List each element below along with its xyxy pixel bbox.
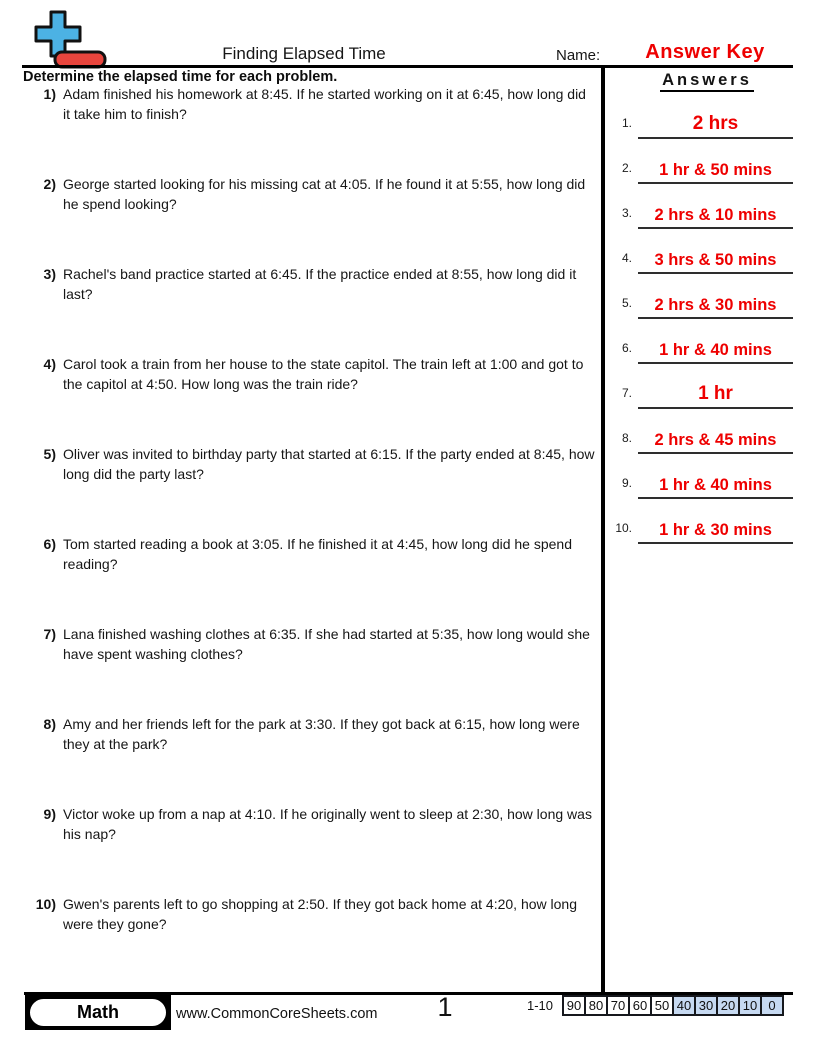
answers-heading-label: Answers xyxy=(660,71,754,92)
problem-row xyxy=(24,175,596,265)
answer-value: 3 hrs & 50 mins xyxy=(638,251,793,274)
answer-value: 1 hr & 40 mins xyxy=(638,476,793,499)
answer-row xyxy=(604,184,793,229)
problem-number: 8) xyxy=(43,716,56,732)
score-grid xyxy=(564,995,784,1016)
score-box: 70 xyxy=(606,995,630,1016)
problem-text: Carol took a train from her house to the state capitol. The train left at 1:00 and got to the capitol at 4:50. How long was the train ride? xyxy=(63,356,584,392)
problem-number: 2) xyxy=(43,176,56,192)
problem-number: 4) xyxy=(43,356,56,372)
problem-text: Adam finished his homework at 8:45. If he started working on it at 6:45, how long did it take him to finish? xyxy=(63,86,586,122)
answer-row xyxy=(604,94,793,139)
score-box: 0 xyxy=(760,995,784,1016)
score-box: 60 xyxy=(628,995,652,1016)
answer-number: 6. xyxy=(621,341,632,355)
name-label: Name: xyxy=(556,47,601,64)
problem-row xyxy=(24,265,596,355)
score-box: 80 xyxy=(584,995,608,1016)
answer-value: 1 hr xyxy=(638,383,793,409)
problem-number: 7) xyxy=(43,626,56,642)
answer-row xyxy=(604,364,793,409)
answer-number: 8. xyxy=(621,431,632,445)
answer-value: 1 hr & 30 mins xyxy=(638,521,793,544)
score-box: 20 xyxy=(716,995,740,1016)
subject-badge xyxy=(25,994,171,1030)
problem-row xyxy=(24,895,596,985)
page-number: 1 xyxy=(437,992,453,1022)
answer-number: 3. xyxy=(621,206,632,220)
score-range-label: 1-10 xyxy=(527,998,554,1013)
answer-value: 2 hrs xyxy=(638,113,793,139)
answer-row xyxy=(604,319,793,364)
answer-value: 1 hr & 40 mins xyxy=(638,341,793,364)
problem-row xyxy=(24,535,596,625)
score-box: 10 xyxy=(738,995,762,1016)
answer-row xyxy=(604,499,793,544)
problem-text: Gwen's parents left to go shopping at 2:50. If they got back home at 4:20, how long were they gone? xyxy=(63,896,578,932)
score-box: 30 xyxy=(694,995,718,1016)
answer-value: 2 hrs & 45 mins xyxy=(638,431,793,454)
subject-label: Math xyxy=(30,999,166,1026)
answer-value: 2 hrs & 30 mins xyxy=(638,296,793,319)
answer-row xyxy=(604,274,793,319)
problem-number: 5) xyxy=(43,446,56,462)
problem-number: 10) xyxy=(35,896,56,912)
problem-row xyxy=(24,85,596,175)
answer-number: 2. xyxy=(621,161,632,175)
answer-key-text: Answer Key xyxy=(645,41,765,63)
instructions: Determine the elapsed time for each problem. xyxy=(23,69,338,85)
score-box: 90 xyxy=(562,995,586,1016)
problem-number: 3) xyxy=(43,266,56,282)
answer-number: 10. xyxy=(615,521,632,535)
problem-number: 9) xyxy=(43,806,56,822)
answer-number: 1. xyxy=(621,116,632,130)
problems-list xyxy=(24,85,596,985)
score-box: 40 xyxy=(672,995,696,1016)
answer-row xyxy=(604,454,793,499)
problem-row xyxy=(24,715,596,805)
header-rule xyxy=(22,65,793,68)
answer-number: 4. xyxy=(621,251,632,265)
answer-value: 2 hrs & 10 mins xyxy=(638,206,793,229)
answers-list xyxy=(604,94,793,544)
website-text: www.CommonCoreSheets.com xyxy=(176,1006,378,1022)
answer-number: 5. xyxy=(621,296,632,310)
problem-number: 1) xyxy=(43,86,56,102)
problem-text: Tom started reading a book at 3:05. If he finished it at 4:45, how long did he spend reading? xyxy=(63,536,573,572)
problem-text: George started looking for his missing cat at 4:05. If he found it at 5:55, how long did he spend looking? xyxy=(63,176,586,212)
problem-text: Amy and her friends left for the park at 3:30. If they got back at 6:15, how long were they at the park? xyxy=(63,716,580,752)
problem-row xyxy=(24,625,596,715)
problem-text: Rachel's band practice started at 6:45. If the practice ended at 8:55, how long did it last? xyxy=(63,266,577,302)
answer-number: 9. xyxy=(621,476,632,490)
answer-value: 1 hr & 50 mins xyxy=(638,161,793,184)
score-box: 50 xyxy=(650,995,674,1016)
problem-text: Victor woke up from a nap at 4:10. If he originally went to sleep at 2:30, how long was his nap? xyxy=(63,806,592,842)
problem-row xyxy=(24,355,596,445)
problem-row xyxy=(24,805,596,895)
answer-number: 7. xyxy=(621,386,632,400)
problem-number: 6) xyxy=(43,536,56,552)
answers-heading xyxy=(607,71,807,90)
page-title: Finding Elapsed Time xyxy=(222,44,386,63)
answer-row xyxy=(604,229,793,274)
answer-row xyxy=(604,409,793,454)
problem-text: Oliver was invited to birthday party that started at 6:15. If the party ended at 8:45, how long did the party last? xyxy=(63,446,595,482)
answer-row xyxy=(604,139,793,184)
problem-text: Lana finished washing clothes at 6:35. If she had started at 5:35, how long would she have spent washing clothes? xyxy=(63,626,590,662)
problem-row xyxy=(24,445,596,535)
